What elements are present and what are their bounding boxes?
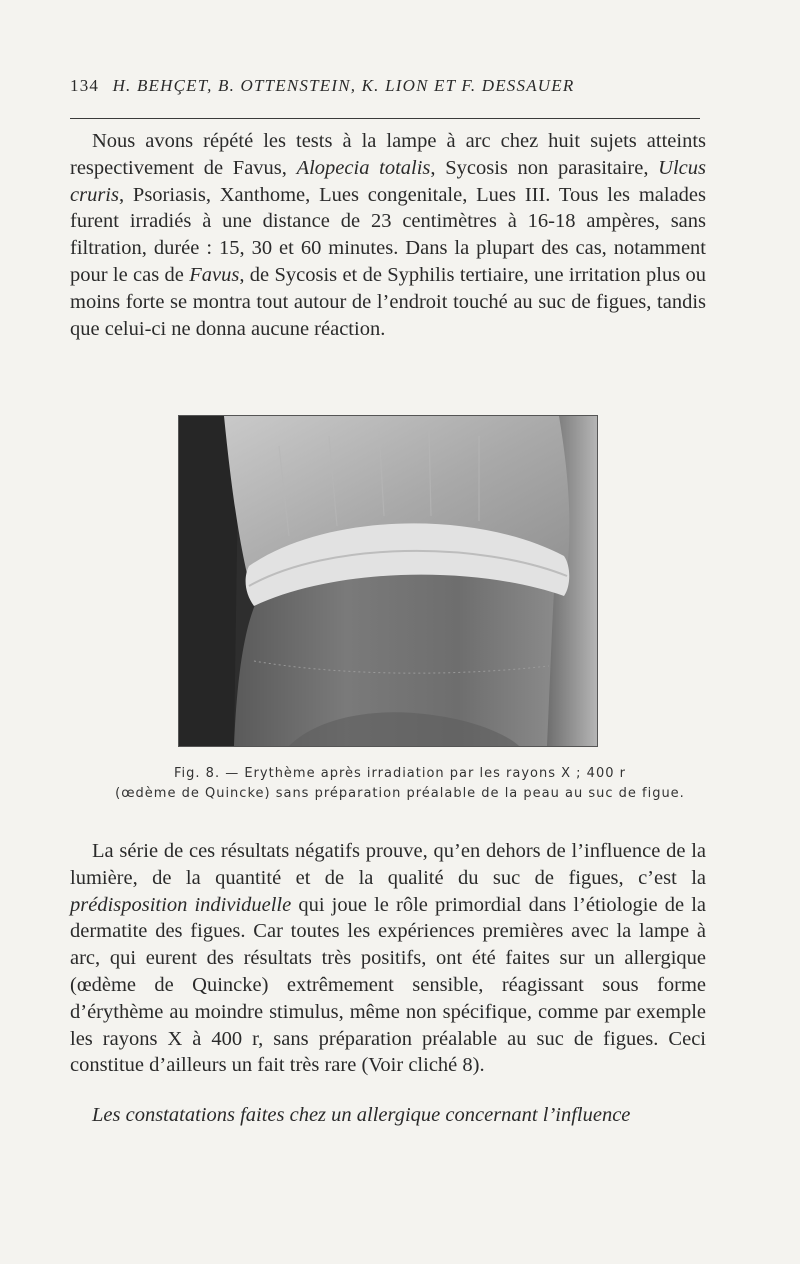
text-span: La série de ces résultats négatifs prouve, qu’en dehors de l’influence de la lumière, de la quantité et de la qualité du suc de figues, c’est la	[70, 840, 706, 889]
paragraph-1	[70, 128, 706, 342]
text-span: , de Sycosis et de Syphilis tertiaire, une irritation plus ou moins forte se montra tout autour de l’endroit touché au suc de figues, tandis que celui-ci ne donna aucune réaction.	[70, 263, 707, 340]
text-span: Nous avons répété les tests à la lampe à arc chez huit sujets atteints respectivement de Favus,	[70, 130, 706, 179]
caption-line-2: (œdème de Quincke) sans préparation préalable de la peau au suc de figue.	[115, 786, 685, 801]
text-span: qui joue le rôle primordial dans l’étiologie de la dermatite des figues. Car toutes les expériences premières avec la lampe à arc, qui eurent des résultats très positifs, ont été faites sur un allergique (œdème de Quincke) extrêmement sensible, réagissant sous forme d’érythème au moindre stimulus, même non spécifique, comme par exemple les rayons X à 400 r, sans préparation préalable au suc de figues. Ceci constitue d’ailleurs un fait très rare (Voir cliché 8).	[70, 893, 706, 1077]
paragraph-2	[70, 838, 706, 1079]
running-header	[70, 76, 700, 96]
figure-caption	[100, 764, 700, 804]
text-span: , Psoriasis, Xanthome, Lues congenitale, Lues III. Tous les malades furent irradiés à une distance de 23 centimètres à 16-18 ampères, sans filtration, durée : 15, 30 et 60 minutes. Dans la plupart des cas, notamment pour le cas de	[70, 183, 706, 286]
italic-term: Favus	[189, 263, 240, 286]
running-title: H. BEHÇET, B. OTTENSTEIN, K. LION ET F. DESSAUER	[112, 76, 575, 95]
caption-line-1: Fig. 8. — Erythème après irradiation par les rayons X ; 400 r	[174, 766, 626, 781]
page-number: 134	[70, 76, 100, 95]
paragraph-3: Les constatations faites chez un allergique concernant l’influence	[92, 1104, 631, 1126]
italic-term: prédisposition individuelle	[70, 893, 292, 916]
header-rule	[70, 118, 700, 119]
italic-term: Ulcus cruris	[70, 156, 706, 206]
italic-term: Alopecia totalis	[296, 156, 431, 179]
text-span: , Sycosis non parasitaire,	[430, 156, 659, 179]
figure-photograph	[178, 415, 598, 747]
